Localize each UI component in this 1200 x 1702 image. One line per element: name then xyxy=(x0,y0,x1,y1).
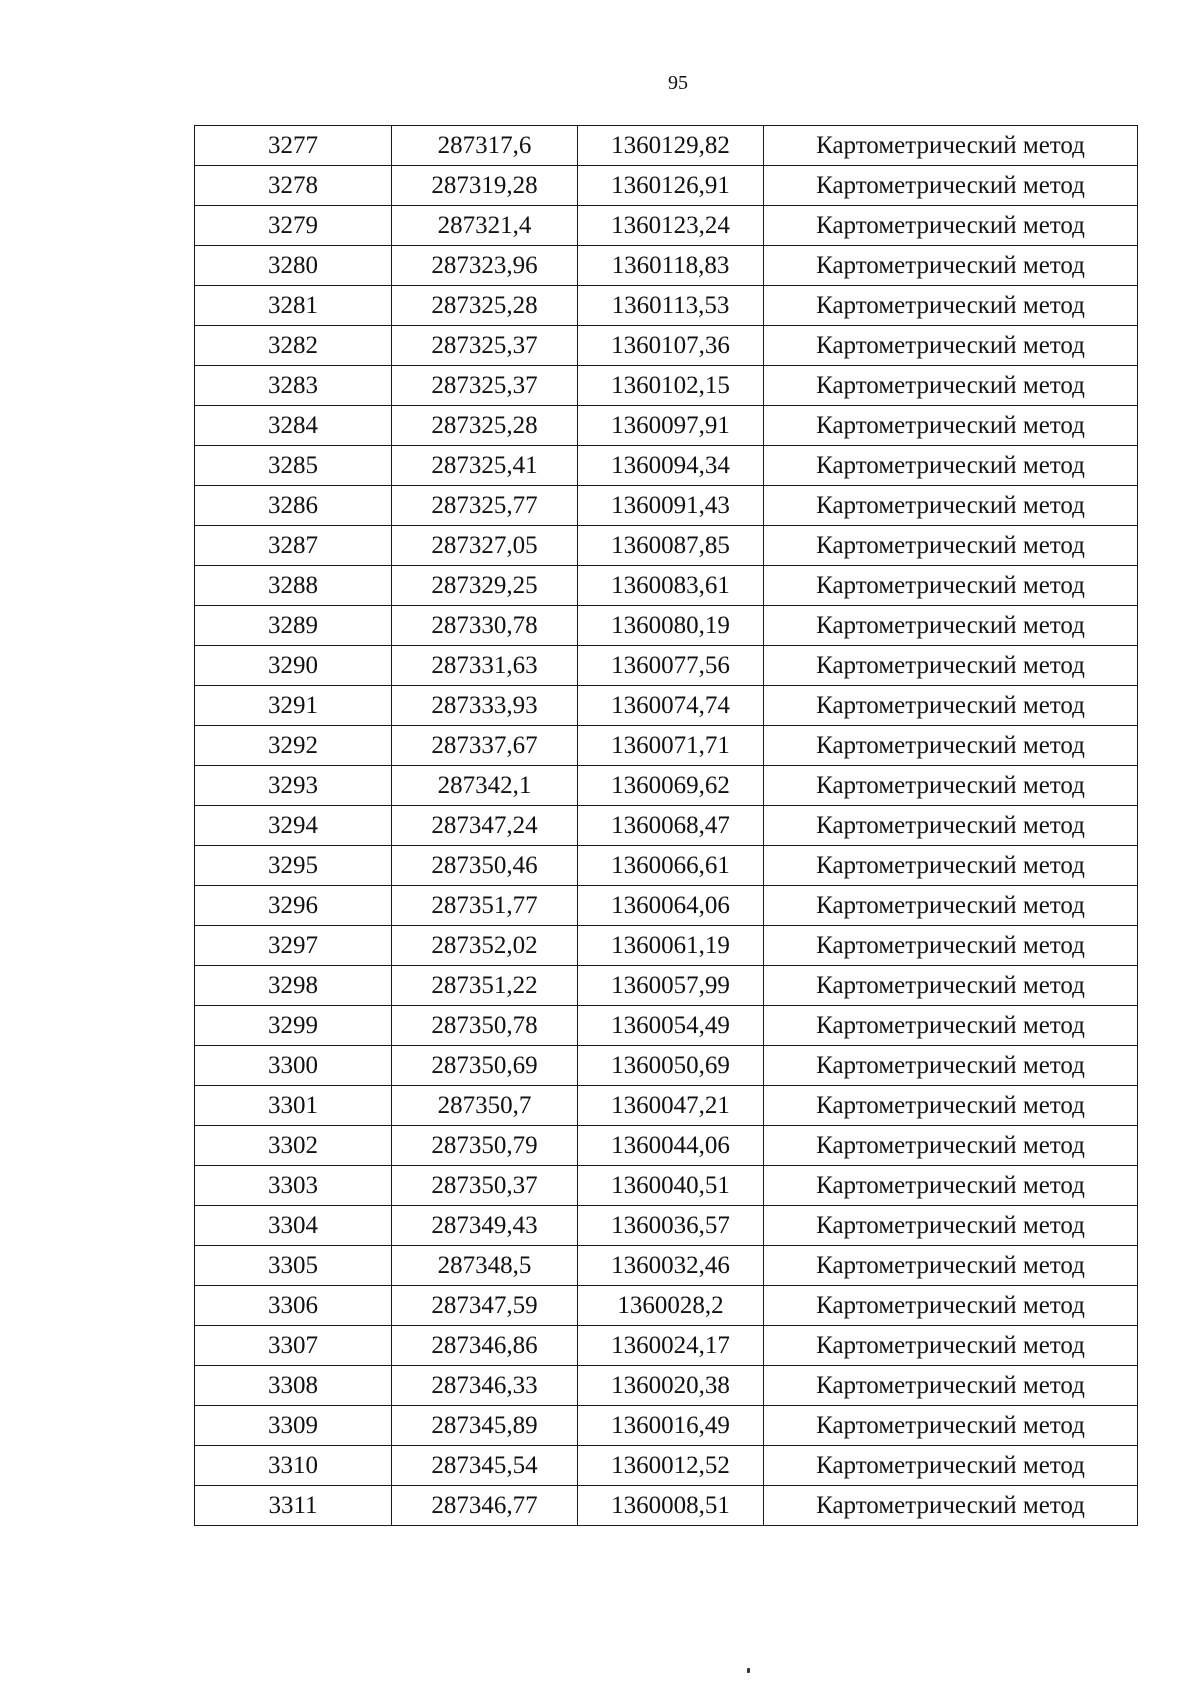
table-row xyxy=(195,846,1138,886)
table-row xyxy=(195,286,1138,326)
x-coordinate-cell: 287331,63 xyxy=(392,646,578,686)
x-coordinate-cell: 287329,25 xyxy=(392,566,578,606)
x-coordinate-cell: 287325,28 xyxy=(392,286,578,326)
table-row xyxy=(195,246,1138,286)
method-cell: Картометрический метод xyxy=(764,406,1138,446)
y-coordinate-cell: 1360050,69 xyxy=(578,1046,764,1086)
y-coordinate-cell: 1360080,19 xyxy=(578,606,764,646)
point-number-cell: 3291 xyxy=(195,686,392,726)
method-cell: Картометрический метод xyxy=(764,1166,1138,1206)
y-coordinate-cell: 1360071,71 xyxy=(578,726,764,766)
method-cell: Картометрический метод xyxy=(764,966,1138,1006)
table-row xyxy=(195,966,1138,1006)
table-row xyxy=(195,366,1138,406)
point-number-cell: 3290 xyxy=(195,646,392,686)
y-coordinate-cell: 1360008,51 xyxy=(578,1486,764,1526)
x-coordinate-cell: 287346,33 xyxy=(392,1366,578,1406)
table-row xyxy=(195,1206,1138,1246)
method-cell: Картометрический метод xyxy=(764,606,1138,646)
table-row xyxy=(195,806,1138,846)
y-coordinate-cell: 1360126,91 xyxy=(578,166,764,206)
table-row xyxy=(195,206,1138,246)
table-row xyxy=(195,1246,1138,1286)
point-number-cell: 3287 xyxy=(195,526,392,566)
point-number-cell: 3297 xyxy=(195,926,392,966)
table-row xyxy=(195,646,1138,686)
point-number-cell: 3303 xyxy=(195,1166,392,1206)
x-coordinate-cell: 287350,37 xyxy=(392,1166,578,1206)
x-coordinate-cell: 287351,77 xyxy=(392,886,578,926)
method-cell: Картометрический метод xyxy=(764,286,1138,326)
y-coordinate-cell: 1360094,34 xyxy=(578,446,764,486)
y-coordinate-cell: 1360118,83 xyxy=(578,246,764,286)
table-row xyxy=(195,1406,1138,1446)
method-cell: Картометрический метод xyxy=(764,486,1138,526)
scan-speck xyxy=(747,1668,750,1673)
x-coordinate-cell: 287325,41 xyxy=(392,446,578,486)
y-coordinate-cell: 1360069,62 xyxy=(578,766,764,806)
method-cell: Картометрический метод xyxy=(764,1126,1138,1166)
method-cell: Картометрический метод xyxy=(764,1446,1138,1486)
y-coordinate-cell: 1360016,49 xyxy=(578,1406,764,1446)
table-row xyxy=(195,1046,1138,1086)
point-number-cell: 3285 xyxy=(195,446,392,486)
table-row xyxy=(195,686,1138,726)
method-cell: Картометрический метод xyxy=(764,1486,1138,1526)
x-coordinate-cell: 287333,93 xyxy=(392,686,578,726)
method-cell: Картометрический метод xyxy=(764,766,1138,806)
x-coordinate-cell: 287349,43 xyxy=(392,1206,578,1246)
point-number-cell: 3293 xyxy=(195,766,392,806)
x-coordinate-cell: 287346,86 xyxy=(392,1326,578,1366)
x-coordinate-cell: 287325,37 xyxy=(392,366,578,406)
x-coordinate-cell: 287325,28 xyxy=(392,406,578,446)
table-row xyxy=(195,1286,1138,1326)
method-cell: Картометрический метод xyxy=(764,1406,1138,1446)
method-cell: Картометрический метод xyxy=(764,526,1138,566)
y-coordinate-cell: 1360064,06 xyxy=(578,886,764,926)
method-cell: Картометрический метод xyxy=(764,726,1138,766)
point-number-cell: 3309 xyxy=(195,1406,392,1446)
x-coordinate-cell: 287350,79 xyxy=(392,1126,578,1166)
y-coordinate-cell: 1360123,24 xyxy=(578,206,764,246)
y-coordinate-cell: 1360091,43 xyxy=(578,486,764,526)
point-number-cell: 3301 xyxy=(195,1086,392,1126)
point-number-cell: 3294 xyxy=(195,806,392,846)
y-coordinate-cell: 1360074,74 xyxy=(578,686,764,726)
point-number-cell: 3284 xyxy=(195,406,392,446)
table-row xyxy=(195,1446,1138,1486)
point-number-cell: 3310 xyxy=(195,1446,392,1486)
point-number-cell: 3307 xyxy=(195,1326,392,1366)
method-cell: Картометрический метод xyxy=(764,246,1138,286)
y-coordinate-cell: 1360044,06 xyxy=(578,1126,764,1166)
y-coordinate-cell: 1360068,47 xyxy=(578,806,764,846)
x-coordinate-cell: 287352,02 xyxy=(392,926,578,966)
point-number-cell: 3302 xyxy=(195,1126,392,1166)
point-number-cell: 3308 xyxy=(195,1366,392,1406)
point-number-cell: 3306 xyxy=(195,1286,392,1326)
y-coordinate-cell: 1360036,57 xyxy=(578,1206,764,1246)
y-coordinate-cell: 1360024,17 xyxy=(578,1326,764,1366)
point-number-cell: 3282 xyxy=(195,326,392,366)
y-coordinate-cell: 1360047,21 xyxy=(578,1086,764,1126)
point-number-cell: 3298 xyxy=(195,966,392,1006)
method-cell: Картометрический метод xyxy=(764,326,1138,366)
x-coordinate-cell: 287351,22 xyxy=(392,966,578,1006)
y-coordinate-cell: 1360012,52 xyxy=(578,1446,764,1486)
table-row xyxy=(195,166,1138,206)
method-cell: Картометрический метод xyxy=(764,886,1138,926)
x-coordinate-cell: 287323,96 xyxy=(392,246,578,286)
method-cell: Картометрический метод xyxy=(764,1006,1138,1046)
x-coordinate-cell: 287337,67 xyxy=(392,726,578,766)
table-row xyxy=(195,1486,1138,1526)
method-cell: Картометрический метод xyxy=(764,1046,1138,1086)
method-cell: Картометрический метод xyxy=(764,646,1138,686)
table-row xyxy=(195,886,1138,926)
y-coordinate-cell: 1360107,36 xyxy=(578,326,764,366)
method-cell: Картометрический метод xyxy=(764,566,1138,606)
x-coordinate-cell: 287348,5 xyxy=(392,1246,578,1286)
y-coordinate-cell: 1360077,56 xyxy=(578,646,764,686)
x-coordinate-cell: 287346,77 xyxy=(392,1486,578,1526)
method-cell: Картометрический метод xyxy=(764,1286,1138,1326)
y-coordinate-cell: 1360061,19 xyxy=(578,926,764,966)
x-coordinate-cell: 287325,37 xyxy=(392,326,578,366)
method-cell: Картометрический метод xyxy=(764,1246,1138,1286)
table-row xyxy=(195,726,1138,766)
point-number-cell: 3295 xyxy=(195,846,392,886)
y-coordinate-cell: 1360028,2 xyxy=(578,1286,764,1326)
point-number-cell: 3296 xyxy=(195,886,392,926)
point-number-cell: 3283 xyxy=(195,366,392,406)
point-number-cell: 3277 xyxy=(195,126,392,166)
y-coordinate-cell: 1360102,15 xyxy=(578,366,764,406)
point-number-cell: 3288 xyxy=(195,566,392,606)
point-number-cell: 3300 xyxy=(195,1046,392,1086)
coordinates-table-body xyxy=(195,126,1138,1526)
point-number-cell: 3305 xyxy=(195,1246,392,1286)
table-row xyxy=(195,1366,1138,1406)
x-coordinate-cell: 287350,7 xyxy=(392,1086,578,1126)
y-coordinate-cell: 1360032,46 xyxy=(578,1246,764,1286)
table-row xyxy=(195,406,1138,446)
method-cell: Картометрический метод xyxy=(764,446,1138,486)
y-coordinate-cell: 1360083,61 xyxy=(578,566,764,606)
x-coordinate-cell: 287321,4 xyxy=(392,206,578,246)
x-coordinate-cell: 287350,46 xyxy=(392,846,578,886)
page-number-text: 95 xyxy=(668,72,688,94)
table-row xyxy=(195,926,1138,966)
x-coordinate-cell: 287327,05 xyxy=(392,526,578,566)
method-cell: Картометрический метод xyxy=(764,846,1138,886)
table-row xyxy=(195,1166,1138,1206)
point-number-cell: 3279 xyxy=(195,206,392,246)
table-row xyxy=(195,766,1138,806)
table-row xyxy=(195,1326,1138,1366)
table-row xyxy=(195,446,1138,486)
point-number-cell: 3286 xyxy=(195,486,392,526)
y-coordinate-cell: 1360040,51 xyxy=(578,1166,764,1206)
method-cell: Картометрический метод xyxy=(764,1206,1138,1246)
point-number-cell: 3278 xyxy=(195,166,392,206)
x-coordinate-cell: 287347,59 xyxy=(392,1286,578,1326)
method-cell: Картометрический метод xyxy=(764,1326,1138,1366)
method-cell: Картометрический метод xyxy=(764,1366,1138,1406)
method-cell: Картометрический метод xyxy=(764,166,1138,206)
point-number-cell: 3281 xyxy=(195,286,392,326)
table-row xyxy=(195,1006,1138,1046)
table-row xyxy=(195,566,1138,606)
x-coordinate-cell: 287317,6 xyxy=(392,126,578,166)
method-cell: Картометрический метод xyxy=(764,206,1138,246)
y-coordinate-cell: 1360057,99 xyxy=(578,966,764,1006)
point-number-cell: 3304 xyxy=(195,1206,392,1246)
table-row xyxy=(195,326,1138,366)
point-number-cell: 3311 xyxy=(195,1486,392,1526)
method-cell: Картометрический метод xyxy=(764,126,1138,166)
y-coordinate-cell: 1360087,85 xyxy=(578,526,764,566)
point-number-cell: 3289 xyxy=(195,606,392,646)
y-coordinate-cell: 1360097,91 xyxy=(578,406,764,446)
x-coordinate-cell: 287350,78 xyxy=(392,1006,578,1046)
method-cell: Картометрический метод xyxy=(764,806,1138,846)
x-coordinate-cell: 287350,69 xyxy=(392,1046,578,1086)
x-coordinate-cell: 287319,28 xyxy=(392,166,578,206)
point-number-cell: 3299 xyxy=(195,1006,392,1046)
coordinates-table xyxy=(194,125,1138,1526)
table-row xyxy=(195,126,1138,166)
y-coordinate-cell: 1360066,61 xyxy=(578,846,764,886)
method-cell: Картометрический метод xyxy=(764,926,1138,966)
point-number-cell: 3292 xyxy=(195,726,392,766)
table-row xyxy=(195,486,1138,526)
method-cell: Картометрический метод xyxy=(764,366,1138,406)
y-coordinate-cell: 1360020,38 xyxy=(578,1366,764,1406)
table-row xyxy=(195,526,1138,566)
table-row xyxy=(195,606,1138,646)
y-coordinate-cell: 1360129,82 xyxy=(578,126,764,166)
page-number xyxy=(0,72,1200,95)
x-coordinate-cell: 287345,89 xyxy=(392,1406,578,1446)
point-number-cell: 3280 xyxy=(195,246,392,286)
y-coordinate-cell: 1360054,49 xyxy=(578,1006,764,1046)
x-coordinate-cell: 287325,77 xyxy=(392,486,578,526)
table-row xyxy=(195,1126,1138,1166)
table-row xyxy=(195,1086,1138,1126)
method-cell: Картометрический метод xyxy=(764,1086,1138,1126)
x-coordinate-cell: 287342,1 xyxy=(392,766,578,806)
x-coordinate-cell: 287330,78 xyxy=(392,606,578,646)
y-coordinate-cell: 1360113,53 xyxy=(578,286,764,326)
x-coordinate-cell: 287345,54 xyxy=(392,1446,578,1486)
x-coordinate-cell: 287347,24 xyxy=(392,806,578,846)
method-cell: Картометрический метод xyxy=(764,686,1138,726)
